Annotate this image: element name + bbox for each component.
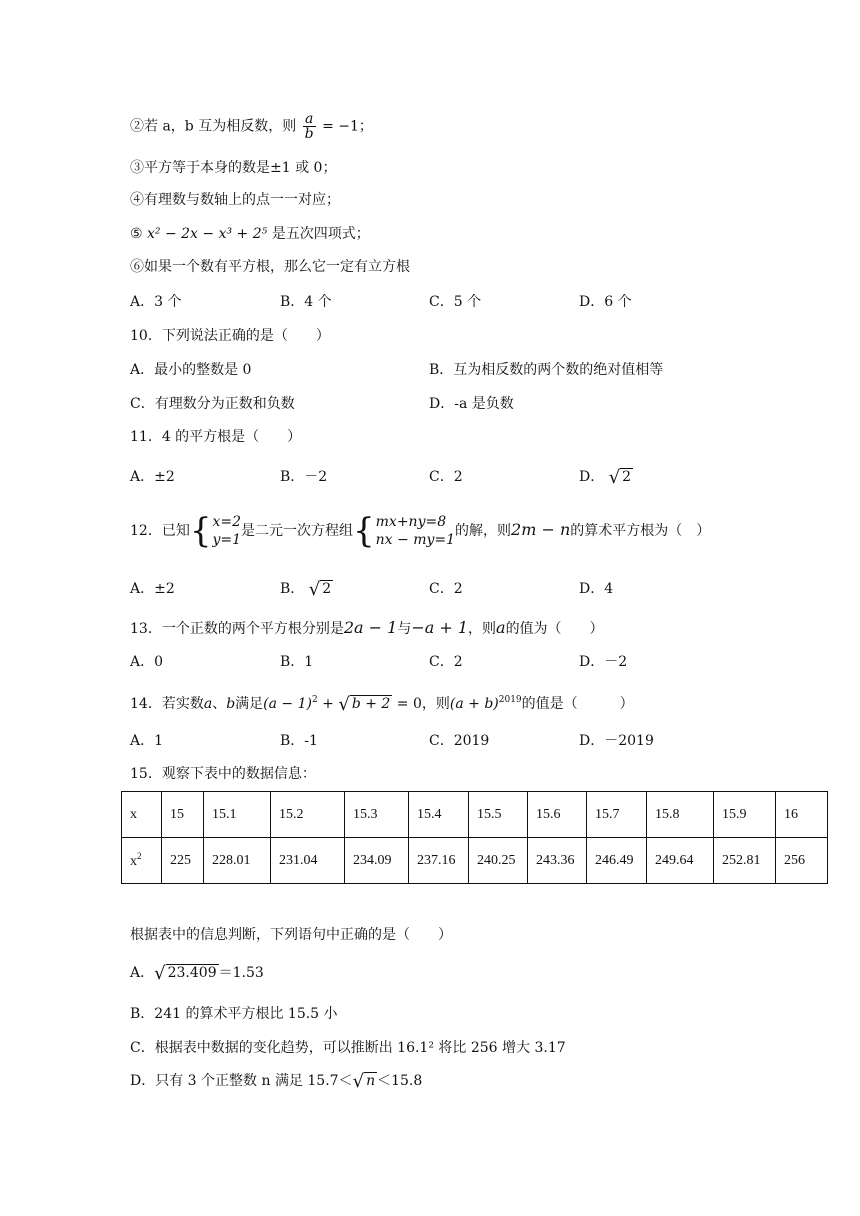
data-table [121, 791, 828, 884]
q14-var-a: a [203, 696, 213, 712]
table-cell: 15.2 [271, 792, 345, 838]
equation-2: nx − my=1 [375, 532, 456, 548]
statement-2-tail: = −1； [322, 118, 373, 135]
q14-option-d: D．－2019 [579, 733, 654, 749]
table-cell: 16 [776, 792, 828, 838]
q14-stem [130, 690, 634, 715]
q9-option-d: D．6 个 [579, 294, 632, 310]
table-cell: 15.3 [345, 792, 409, 838]
statement-6: ⑥如果一个数有平方根，那么它一定有立方根 [130, 259, 410, 275]
table-cell: 15.7 [587, 792, 647, 838]
table-cell: 246.49 [587, 838, 647, 884]
q10-option-d: D．-a 是负数 [429, 396, 514, 412]
q15-option-a-tail: ＝1.53 [218, 965, 264, 981]
q15-option-c: C．根据表中数据的变化趋势，可以推断出 16.1² 将比 256 增大 3.17 [130, 1040, 566, 1056]
radicand: 2 [622, 469, 632, 485]
q11-option-d [579, 467, 633, 488]
q13-text-post: ，则 [468, 621, 497, 637]
table-cell: 231.04 [271, 838, 345, 884]
q11-option-c: C．2 [429, 469, 463, 485]
table-cell: 237.16 [409, 838, 469, 884]
sqrt-symbol: √ n [352, 1071, 376, 1092]
q15-option-b: B．241 的算术平方根比 15.5 小 [130, 1006, 338, 1022]
q13-stem [130, 618, 604, 639]
q9-option-a: A．3 个 [130, 294, 182, 310]
q11-option-b: B．－2 [280, 469, 328, 485]
statement-5-text: 是五次四项式； [271, 226, 370, 242]
q12-option-b [280, 579, 333, 600]
table-row-x-squared [122, 838, 828, 884]
statement-2 [130, 112, 373, 141]
q13-option-d: D．－2 [579, 654, 628, 670]
table-cell: 228.01 [204, 838, 271, 884]
fraction-denominator: b [304, 126, 314, 142]
q14-expr-exponent: 2019 [498, 695, 522, 705]
table-cell: 15.5 [469, 792, 528, 838]
q12-expression: 2m − n [511, 520, 571, 539]
q15-option-a [130, 963, 264, 984]
q13-text-end: 的值为（ ） [505, 621, 604, 637]
table-row-label: x [122, 792, 162, 838]
radicand: b + 2 [351, 696, 391, 712]
q13-expr-2: −a + 1 [411, 618, 469, 637]
table-cell: 15.9 [714, 792, 776, 838]
q11-option-d-label: D． [579, 469, 605, 485]
q14-expr: (a + b) [449, 696, 499, 712]
q14-plus: + [317, 696, 339, 712]
q13-expr-1: 2a − 1 [343, 618, 398, 637]
polynomial-expression: x² − 2x − x³ + 2⁵ [147, 226, 268, 242]
table-cell: 249.64 [647, 838, 714, 884]
table-cell: 234.09 [345, 838, 409, 884]
q14-option-c: C．2019 [429, 733, 490, 749]
q9-option-c: C．5 个 [429, 294, 482, 310]
q15-option-d-tail: ＜15.8 [377, 1073, 423, 1089]
q14-text-end: 的值是（ ） [521, 696, 634, 712]
solution-x: x=2 [212, 514, 242, 530]
radicand: 2 [322, 581, 332, 597]
fraction-numerator: a [303, 112, 316, 127]
q14-separator: 、 [212, 696, 227, 712]
table-cell: 15.4 [409, 792, 469, 838]
statement-5-number: ⑤ [130, 226, 143, 242]
table-cell: 252.81 [714, 838, 776, 884]
q12-text-mid: 是二元一次方程组 [241, 523, 354, 539]
q15-stem: 15．观察下表中的数据信息： [130, 766, 316, 782]
solution-y: y=1 [212, 532, 242, 548]
fraction-a-over-b [303, 112, 316, 141]
table-row-x [122, 792, 828, 838]
q14-eq-left: (a − 1) [263, 696, 312, 712]
q14-exponent: 2 [311, 695, 318, 705]
q12-text-end: 的算术平方根为（ ） [570, 523, 711, 539]
equation-system: { mx+ny=8 nx − my=1 [353, 511, 456, 551]
table-cell: 243.36 [528, 838, 587, 884]
statement-2-text: ②若 a，b 互为相反数，则 [130, 118, 297, 135]
q15-option-a-label: A． [130, 965, 155, 981]
q13-text-mid: 与 [397, 621, 412, 637]
q12-option-c: C．2 [429, 581, 463, 597]
q11-option-a: A．±2 [130, 469, 175, 485]
q12-text-post: 的解，则 [455, 523, 512, 539]
q15-question: 根据表中的信息判断，下列语句中正确的是（ ） [130, 927, 452, 943]
q14-option-b: B．-1 [280, 733, 318, 749]
table-cell: 15.8 [647, 792, 714, 838]
q12-number: 12．已知 [130, 523, 190, 539]
statement-4: ④有理数与数轴上的点一一对应； [130, 192, 340, 208]
table-cell: 225 [162, 838, 204, 884]
q9-option-b: B．4 个 [280, 294, 332, 310]
equation-1: mx+ny=8 [375, 514, 447, 530]
q13-option-a: A．0 [130, 654, 164, 670]
q15-option-d-text: D．只有 3 个正整数 n 满足 15.7＜ [130, 1073, 353, 1089]
q15-option-d [130, 1071, 422, 1092]
sqrt-symbol: √ b + 2 [338, 694, 391, 715]
q12-option-d: D．4 [579, 581, 614, 597]
table-cell: 15 [162, 792, 204, 838]
table-row-label [122, 838, 162, 884]
label-base: x [130, 854, 137, 869]
q10-option-b: B．互为相反数的两个数的绝对值相等 [429, 362, 664, 378]
q12-option-a: A．±2 [130, 581, 175, 597]
q13-variable: a [496, 618, 506, 637]
q13-text: 13．一个正数的两个平方根分别是 [130, 621, 344, 637]
q14-text-mid: 满足 [235, 696, 264, 712]
statement-5 [130, 224, 370, 244]
sqrt-symbol: √ 2 [608, 467, 632, 488]
q11-stem: 11．4 的平方根是（ ） [130, 429, 302, 445]
label-exponent: 2 [137, 851, 142, 861]
q14-option-a: A．1 [130, 733, 164, 749]
table-cell: 15.1 [204, 792, 271, 838]
sqrt-symbol: √ 23.409 [154, 963, 217, 984]
q10-stem: 10．下列说法正确的是（ ） [130, 328, 330, 344]
table-cell: 256 [776, 838, 828, 884]
q12-option-b-label: B． [280, 581, 305, 597]
q13-option-b: B．1 [280, 654, 314, 670]
q12-stem [130, 508, 710, 553]
statement-3: ③平方等于本身的数是±1 或 0； [130, 160, 337, 176]
q14-text-post: ，则 [421, 696, 450, 712]
sqrt-symbol: √ 2 [308, 579, 332, 600]
q10-option-c: C．有理数分为正数和负数 [130, 396, 295, 412]
table-cell: 240.25 [469, 838, 528, 884]
radicand: 23.409 [167, 965, 217, 981]
q10-option-a: A．最小的整数是 0 [130, 362, 252, 378]
radicand: n [366, 1073, 376, 1089]
q13-option-c: C．2 [429, 654, 463, 670]
q14-eq-right: = 0 [392, 696, 422, 712]
q14-var-b: b [226, 696, 236, 712]
q14-text: 14．若实数 [130, 696, 204, 712]
table-cell: 15.6 [528, 792, 587, 838]
solution-system: { x=2 y=1 [189, 511, 242, 551]
